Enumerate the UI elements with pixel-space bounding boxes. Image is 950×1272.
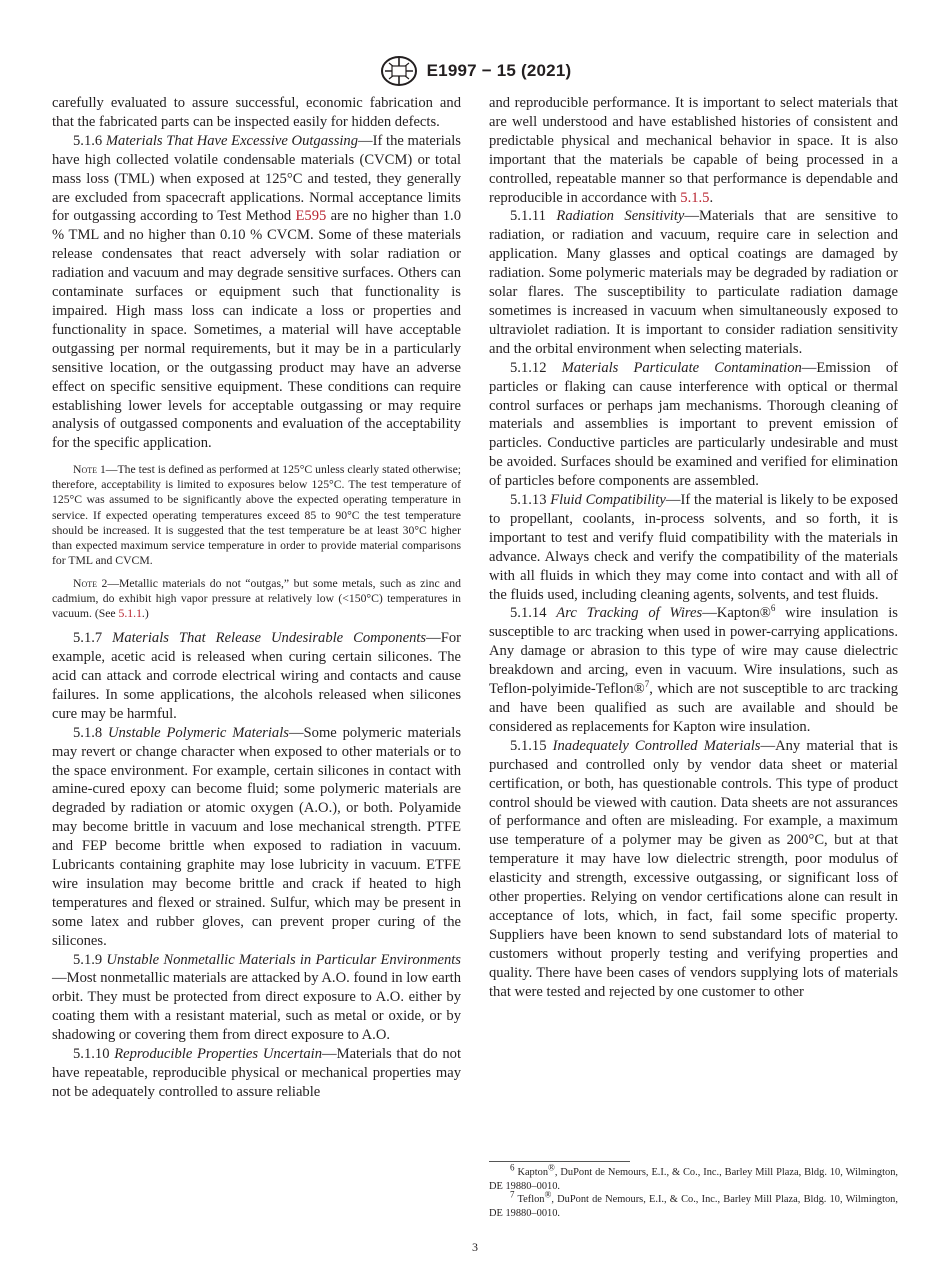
section-text: wire insulation is susceptible to arc tracking when used in power-carrying applications. Any damage or abrasion to this type of wire may cause dielectric breakdown and arcing, even in vacuum. Wire insulations, such as Teflon-polyimide-Teflon® <box>489 605 898 698</box>
section-text: —Materials that do not have repeatable, reproducible physical or mechanical properties may not be adequately controlled to assure reliable <box>52 1046 462 1100</box>
note-text: .) <box>141 607 149 621</box>
section-text: —Emission of particles or flaking can cause interference with optical or thermal control surfaces or perhaps jam mechanisms. Thorough cleaning of materials and assemblies is important to prevent emission of particles. Conductive particles are particularly undesirable and must be avoided. Surfaces should be examined and verified for elimination of particles before components are assembled. <box>489 359 898 490</box>
section-text: —Any material that is purchased and controlled only by vendor data sheet or material certification, or both, has questionable controls. This type of product control should be viewed with caution. Data sheets are not assurances of performance and often are misleading. For example, a maximum use temperature of a polymer may be given as 200°C, but at that temperature it may have low dielectric strength, poor modulus of elasticity and strength, excessive outgassing, or significant loss of other properties. Relying on vendor certifications alone can result in acceptance of lots, which, in fact, fail some specific property. Suppliers have been known to send substandard lots of material to customers without properly testing and verifying properties and quality. There have been cases of vendors supplying lots of materials that were tested and rejected by one customer to other <box>489 737 898 1000</box>
footnote-7 <box>489 1189 898 1220</box>
section-text: and reproducible performance. It is important to select materials that are well understood and have established histories of consistent and predictable physical and mechanical behavior in space. It is also important that the materials be capable of being processed in a controlled, repeatable manner so that performance is dependable and reproducible in accordance with <box>489 95 898 206</box>
section-5-1-11 <box>489 207 898 358</box>
footnote-ref-7[interactable]: 7 <box>644 679 650 690</box>
section-5-1-7 <box>52 629 461 724</box>
section-text: —For example, acetic acid is released when curing certain silicones. The acid can attack and corrode electrical wiring and contacts and cause failures. In some applications, the alcohols released when silicones cure may be harmful. <box>52 630 461 722</box>
section-text: —Materials that are sensitive to radiation, or radiation and vacuum, require care in selection and application. Many glasses and optical coatings are damaged by radiation. Some polymeric materials may be degraded by radiation or solar flares. The susceptibility to particulate radiation damage sometimes is increased in vacuum when simultaneously exposed to ultraviolet radiation. It is important to consider radiation sensitivity and the orbital environment when selecting materials. <box>489 208 898 357</box>
note-text: —Metallic materials do not “outgas,” but some metals, such as zinc and cadmium, do exhibit high vapor pressure at relatively low (<150°C) temperatures in vacuum. (See <box>52 576 461 621</box>
section-5-1-10 <box>52 1045 461 1102</box>
section-5-1-15 <box>489 737 898 1002</box>
footnote-number: 7 <box>510 1189 515 1200</box>
section-number: 5.1.7 <box>73 630 103 647</box>
section-number: 5.1.13 <box>510 492 547 509</box>
section-5-1-9 <box>52 951 461 1046</box>
link-5-1-1[interactable]: 5.1.1 <box>118 607 142 621</box>
section-5-1-12 <box>489 359 898 491</box>
section-5-1-13 <box>489 491 898 604</box>
section-5-1-8 <box>52 724 461 951</box>
section-title: Unstable Nonmetallic Materials in Particular Environments <box>106 951 461 968</box>
link-e595[interactable]: E595 <box>295 208 327 225</box>
section-number: 5.1.12 <box>510 359 547 376</box>
section-text: —Kapton® <box>702 605 771 622</box>
section-number: 5.1.6 <box>73 132 103 149</box>
footnotes <box>489 1162 898 1220</box>
document-designation: E1997 − 15 (2021) <box>426 61 572 80</box>
section-text: are no higher than 1.0 % TML and no higher than 0.10 % CVCM. Some of these materials release condensates that react adversely with solar radiation or radiation and vacuum and may degrade sensitive surfaces. Others can contaminate surfaces or equipment such that functionality is impaired. High mass loss can indicate a loss or properties and functionality in space. Sometimes, a material will have acceptable outgassing per normal requirements, but it may be in a particularly sensitive location, or the outgassing product may have an adverse effect on specific sensitive equipment. These conditions can require establishing lower levels for acceptable outgassing or may require analysis of outgassed components and evaluation of the acceptability for the specific application. <box>52 208 461 452</box>
note-text: —The test is defined as performed at 125°C unless clearly stated otherwise; therefore, acceptability is limited to exposures below 125°C. The test temperature of 125°C was assumed to be significantly above the expected operating temperature in service. If expected operating temperatures exceed 85 to 90°C the test temperature should be increased. It is suggested that the test temperature be at least 30°C higher than expected maximum service temperature in order to provide material comparisons for TML and CVCM. <box>52 463 461 567</box>
section-number: 5.1.15 <box>510 737 547 754</box>
section-title: Fluid Compatibility <box>550 492 666 509</box>
section-text: . <box>709 189 714 206</box>
note-label: Note 2 <box>73 576 108 590</box>
paragraph-continuation <box>489 94 898 207</box>
section-text: —If the materials have high collected volatile condensable materials (CVCM) or total mass loss (TML) when exposed at 125°C and tested, they generally are excluded from spacecraft applications. Normal acceptance limits for outgassing according to Test Method <box>52 132 461 225</box>
section-title: Materials That Release Undesirable Components <box>112 630 427 647</box>
section-title: Inadequately Controlled Materials <box>552 737 761 754</box>
registered-mark: ® <box>544 1189 552 1200</box>
section-text: —If the material is likely to be exposed to propellant, coolants, in-process solvents, and so forth, it is important to test and verify fluid compatibility with the materials in advance. Always check and verify the compatibility of the materials with all fluids in which they may come into contact and with all of the fluids used, including cleaning agents, solvents, and test fluids. <box>489 492 898 603</box>
footnote-number: 6 <box>510 1162 515 1173</box>
section-title: Reproducible Properties Uncertain <box>114 1046 322 1063</box>
section-number: 5.1.14 <box>510 605 547 622</box>
footnote-text: , DuPont de Nemours, E.I., & Co., Inc., Barley Mill Plaza, Bldg. 10, Wilmington, DE 19880–0010. <box>489 1167 898 1192</box>
section-title: Unstable Polymeric Materials <box>107 724 289 741</box>
footnote-name: Kapton <box>517 1167 549 1178</box>
paragraph-continuation: carefully evaluated to assure successful, economic fabrication and that the fabricated parts can be inspected easily for hidden defects. <box>52 95 461 130</box>
section-text: , which are not susceptible to arc tracking and have been qualified as such are available and should be considered as replacements for Kapton wire insulation. <box>489 681 898 735</box>
left-column <box>52 94 461 1102</box>
footnote-ref-6[interactable]: 6 <box>770 603 776 614</box>
link-5-1-5[interactable]: 5.1.5 <box>680 189 710 206</box>
section-title: Materials Particulate Contamination <box>561 359 802 376</box>
section-title: Radiation Sensitivity <box>556 208 685 225</box>
section-text: —Most nonmetallic materials are attacked by A.O. found in low earth orbit. They must be protected from direct exposure to A.O. either by coating them with a resistant material, such as metal or oxide, or by shadowing or covering them from direct exposure to A.O. <box>52 970 461 1044</box>
section-number: 5.1.10 <box>73 1046 110 1063</box>
page-number: 3 <box>472 1240 478 1254</box>
right-column <box>489 94 898 1002</box>
section-title: Arc Tracking of Wires <box>556 605 703 622</box>
note-2 <box>52 576 461 621</box>
section-number: 5.1.11 <box>510 208 546 225</box>
astm-logo-icon <box>379 55 419 87</box>
section-5-1-14 <box>489 604 898 736</box>
section-text: —Some polymeric materials may revert or change character when exposed to other materials or to the space environment. For example, certain silicones in contact with amine-cured epoxy can become fluid; some polymeric materials are degraded by radiation or atomic oxygen (A.O.), or both. Polyamide may become brittle in vacuum and lose mechanical strength. PTFE and FEP become brittle when exposed to radiation in vacuum. Lubricants containing graphite may lose lubricity in vacuum. ETFE wire insulation may become brittle and crack if heated to high temperatures and flexed or strained. Sulfur, which may be present in some latex and rubber gloves, can prevent proper curing of the silicones. <box>52 724 461 949</box>
footnote-name: Teflon <box>517 1194 545 1206</box>
registered-mark: ® <box>548 1162 555 1173</box>
section-title: Materials That Have Excessive Outgassing <box>105 132 359 149</box>
section-5-1-6 <box>52 132 461 453</box>
section-number: 5.1.9 <box>73 951 103 968</box>
page-header <box>0 54 950 88</box>
section-number: 5.1.8 <box>73 724 103 741</box>
footnote-text: , DuPont de Nemours, E.I., & Co., Inc., Barley Mill Plaza, Bldg. 10, Wilmington, DE 19880–0010. <box>489 1194 898 1219</box>
note-1 <box>52 462 461 568</box>
note-label: Note 1 <box>73 463 106 477</box>
